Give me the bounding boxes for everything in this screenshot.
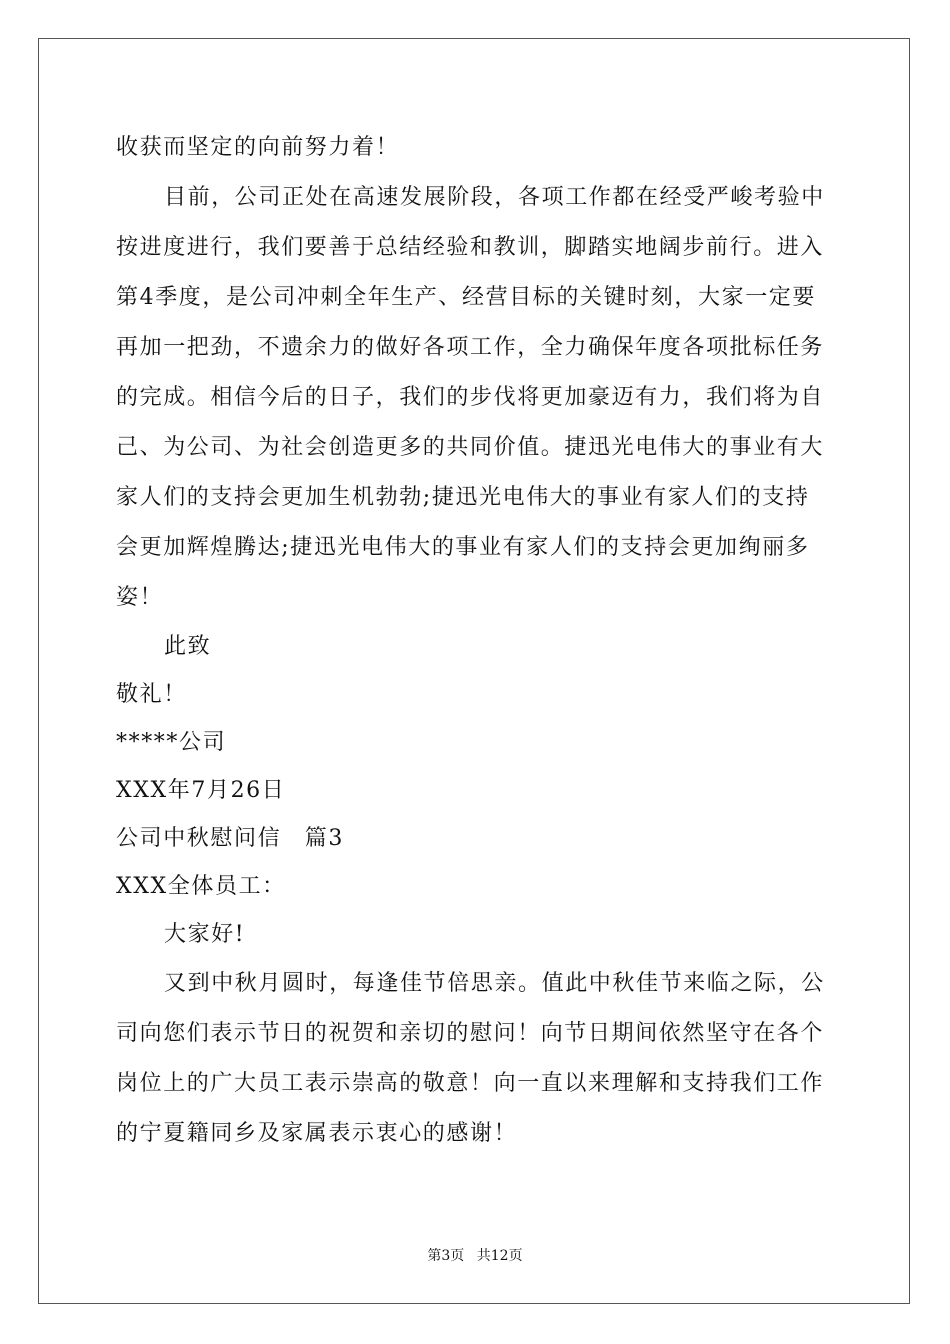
text-line: 按进度进行，我们要善于总结经验和教训，脚踏实地阔步前行。进入 xyxy=(116,235,825,260)
text-line: 姿！ xyxy=(116,585,164,610)
closing-phrase: 此致 xyxy=(164,634,212,659)
paragraph-start: 又到中秋月圆时，每逢佳节倍思亲。值此中秋佳节来临之际，公 xyxy=(164,971,825,996)
text-line: 岗位上的广大员工表示崇高的敬意！向一直以来理解和支持我们工作 xyxy=(116,1071,825,1096)
text-line: 家人们的支持会更加生机勃勃;捷迅光电伟大的事业有家人们的支持 xyxy=(116,485,810,510)
text-line: 己、为公司、为社会创造更多的共同价值。捷迅光电伟大的事业有大 xyxy=(116,435,825,460)
text-line: 的宁夏籍同乡及家属表示衷心的感谢！ xyxy=(116,1121,518,1146)
document-body xyxy=(116,123,836,1159)
text-line: 的完成。相信今后的日子，我们的步伐将更加豪迈有力，我们将为自 xyxy=(116,385,825,410)
page-number: 第3页 xyxy=(427,1248,465,1264)
section-heading: 公司中秋慰问信 篇3 xyxy=(116,826,344,851)
page-footer xyxy=(0,1246,950,1266)
signature-date: XXX年7月26日 xyxy=(116,778,286,803)
text-line: 会更加辉煌腾达;捷迅光电伟大的事业有家人们的支持会更加绚丽多 xyxy=(116,535,810,560)
text-line: 收获而坚定的向前努力着！ xyxy=(116,135,400,160)
text-line: 司向您们表示节日的祝贺和亲切的慰问！向节日期间依然坚守在各个 xyxy=(116,1021,825,1046)
page-total: 共12页 xyxy=(476,1248,523,1264)
paragraph-start: 目前，公司正处在高速发展阶段，各项工作都在经受严峻考验中 xyxy=(164,185,825,210)
recipient-line: XXX全体员工： xyxy=(116,874,286,899)
salutation: 敬礼！ xyxy=(116,682,187,707)
text-line: 第4季度，是公司冲刺全年生产、经营目标的关键时刻，大家一定要 xyxy=(116,285,816,310)
text-line: 再加一把劲，不遗余力的做好各项工作，全力确保年度各项批标任务 xyxy=(116,335,825,360)
greeting: 大家好! xyxy=(164,922,246,947)
signature-company: *****公司 xyxy=(116,730,227,755)
